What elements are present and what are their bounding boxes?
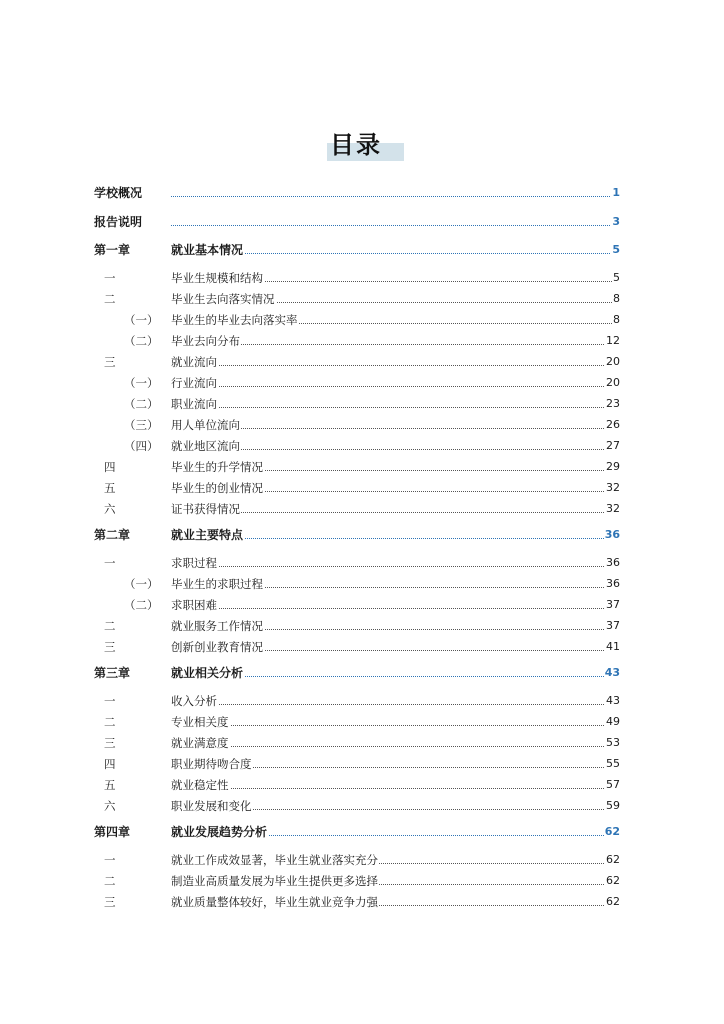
toc-entry-title: 用人单位流向: [171, 415, 241, 435]
toc-entry-number: （一）: [124, 376, 159, 390]
toc-entry-title: 职业期待吻合度: [171, 754, 253, 774]
toc-entry-title: 职业流向: [171, 394, 218, 414]
toc-page-number: 59: [605, 796, 620, 816]
toc-entry-title: 求职过程: [171, 553, 218, 573]
toc-entry[interactable]: [0, 616, 724, 636]
toc-page-number: 26: [605, 415, 620, 435]
toc-entry[interactable]: [0, 457, 724, 477]
toc-entry-number: 五: [104, 778, 116, 792]
toc-dot-leader: [171, 788, 618, 789]
toc-entry[interactable]: [0, 436, 724, 456]
toc-entry-number: 三: [104, 895, 116, 909]
toc-entry[interactable]: [0, 478, 724, 498]
toc-entry-number: 一: [104, 694, 116, 708]
toc-entry-title: 毕业去向分布: [171, 331, 241, 351]
toc-entry-title: 毕业生去向落实情况: [171, 289, 276, 309]
toc-page-number: 53: [605, 733, 620, 753]
toc-entry[interactable]: [0, 499, 724, 519]
toc-entry[interactable]: [0, 850, 724, 870]
toc-entry[interactable]: [0, 240, 724, 260]
toc-dot-leader: [171, 566, 618, 567]
toc-page-number: 43: [605, 691, 620, 711]
toc-entry-title: 就业主要特点: [171, 525, 244, 545]
toc-entry[interactable]: [0, 574, 724, 594]
toc-entry-number: 四: [104, 460, 116, 474]
toc-entry[interactable]: [0, 268, 724, 288]
toc-entry-number: 二: [104, 715, 116, 729]
toc-entry-number: 一: [104, 853, 116, 867]
toc-entry-number: （三）: [124, 418, 159, 432]
toc-entry[interactable]: [0, 775, 724, 795]
toc-page-number: 49: [605, 712, 620, 732]
toc-entry-number: 学校概况: [94, 186, 143, 200]
toc-entry-title: 就业质量整体较好，毕业生就业竞争力强: [171, 892, 379, 912]
toc-entry-title: 毕业生的求职过程: [171, 574, 264, 594]
toc-entry-number: （二）: [124, 598, 159, 612]
toc-entry[interactable]: [0, 373, 724, 393]
toc-page-number: 62: [604, 822, 620, 842]
toc-entry-title: 毕业生的升学情况: [171, 457, 264, 477]
toc-entry[interactable]: [0, 663, 724, 683]
toc-entry-number: 一: [104, 556, 116, 570]
toc-entry-number: 第四章: [94, 825, 131, 839]
toc-page-number: 37: [605, 595, 620, 615]
toc-entry-number: 第二章: [94, 528, 131, 542]
toc-entry-number: （一）: [124, 577, 159, 591]
toc-entry-number: 报告说明: [94, 215, 143, 229]
toc-entry-number: （二）: [124, 334, 159, 348]
toc-entry-title: 职业发展和变化: [171, 796, 253, 816]
toc-page-number: 55: [605, 754, 620, 774]
toc-entry[interactable]: [0, 712, 724, 732]
toc-entry-number: 四: [104, 757, 116, 771]
toc-entry-title: 就业满意度: [171, 733, 230, 753]
toc-entry-title: 就业基本情况: [171, 240, 244, 260]
toc-dot-leader: [171, 386, 618, 387]
toc-entry[interactable]: [0, 212, 724, 232]
toc-entry-title: 就业流向: [171, 352, 218, 372]
toc-entry-number: 三: [104, 355, 116, 369]
toc-entry-number: （四）: [124, 439, 159, 453]
toc-page-number: 62: [605, 892, 620, 912]
toc-entry-number: 第三章: [94, 666, 131, 680]
toc-page-number: 41: [605, 637, 620, 657]
toc-entry[interactable]: [0, 871, 724, 891]
toc-entry[interactable]: [0, 183, 724, 203]
page-title: 目录: [330, 131, 382, 159]
toc-entry-number: 二: [104, 874, 116, 888]
toc-entry-title: 就业发展趋势分析: [171, 822, 268, 842]
toc-entry-title: 毕业生规模和结构: [171, 268, 264, 288]
toc-entry[interactable]: [0, 553, 724, 573]
toc-entry-title: 就业地区流向: [171, 436, 241, 456]
toc-dot-leader: [171, 608, 618, 609]
toc-page-number: 37: [605, 616, 620, 636]
toc-entry[interactable]: [0, 595, 724, 615]
toc-page-number: 23: [605, 394, 620, 414]
toc-page-number: 36: [605, 553, 620, 573]
toc-dot-leader: [171, 225, 618, 226]
toc-entry-number: 五: [104, 481, 116, 495]
toc-entry[interactable]: [0, 733, 724, 753]
toc-dot-leader: [171, 196, 618, 197]
toc-page-number: 32: [605, 478, 620, 498]
toc-entry[interactable]: [0, 352, 724, 372]
toc-entry-number: 三: [104, 736, 116, 750]
toc-page-number: 62: [605, 850, 620, 870]
toc-page-number: 32: [605, 499, 620, 519]
toc-entry-title: 创新创业教育情况: [171, 637, 264, 657]
toc-heading: [0, 130, 724, 164]
toc-page-number: 62: [605, 871, 620, 891]
toc-page-number: 20: [605, 373, 620, 393]
toc-entry-number: 二: [104, 619, 116, 633]
toc-entry-number: 六: [104, 502, 116, 516]
toc-entry-title: 求职困难: [171, 595, 218, 615]
toc-page-number: 27: [605, 436, 620, 456]
toc-entry-title: 就业工作成效显著，毕业生就业落实充分: [171, 850, 379, 870]
toc-entry-number: 第一章: [94, 243, 131, 257]
toc-entry[interactable]: [0, 691, 724, 711]
toc-entry[interactable]: [0, 822, 724, 842]
toc-page-number: 12: [605, 331, 620, 351]
toc-entry-title: 证书获得情况: [171, 499, 241, 519]
toc-page-number: 20: [605, 352, 620, 372]
toc-page-number: 8: [612, 289, 620, 309]
toc-entry-number: 一: [104, 271, 116, 285]
toc-entry-title: 毕业生的创业情况: [171, 478, 264, 498]
toc-dot-leader: [171, 407, 618, 408]
toc-entry[interactable]: [0, 394, 724, 414]
toc-entry-number: 六: [104, 799, 116, 813]
toc-page-number: 57: [605, 775, 620, 795]
toc-page-number: 36: [605, 574, 620, 594]
toc-entry[interactable]: [0, 415, 724, 435]
toc-dot-leader: [171, 725, 618, 726]
toc-entry[interactable]: [0, 754, 724, 774]
toc-entry-title: 就业稳定性: [171, 775, 230, 795]
toc-entry-number: 二: [104, 292, 116, 306]
toc-page-number: 1: [611, 183, 620, 203]
toc-entry-title: 专业相关度: [171, 712, 230, 732]
toc-entry[interactable]: [0, 796, 724, 816]
toc-dot-leader: [171, 704, 618, 705]
toc-entry-number: （一）: [124, 313, 159, 327]
toc-entry-number: 三: [104, 640, 116, 654]
toc-page-number: 3: [611, 212, 620, 232]
toc-entry-number: （二）: [124, 397, 159, 411]
toc-dot-leader: [171, 365, 618, 366]
toc-entry[interactable]: [0, 331, 724, 351]
toc-page-number: 43: [604, 663, 620, 683]
toc-entry[interactable]: [0, 892, 724, 912]
toc-page-number: 5: [612, 268, 620, 288]
toc-entry-title: 毕业生的毕业去向落实率: [171, 310, 299, 330]
toc-page-number: 5: [611, 240, 620, 260]
toc-entry-title: 收入分析: [171, 691, 218, 711]
toc-entry[interactable]: [0, 310, 724, 330]
toc-entry[interactable]: [0, 289, 724, 309]
toc-entry-title: 就业相关分析: [171, 663, 244, 683]
toc-page-number: 29: [605, 457, 620, 477]
toc-entry[interactable]: [0, 637, 724, 657]
toc-dot-leader: [171, 746, 618, 747]
toc-page-number: 8: [612, 310, 620, 330]
toc-entry-title: 就业服务工作情况: [171, 616, 264, 636]
toc-entry-title: 制造业高质量发展为毕业生提供更多选择: [171, 871, 379, 891]
toc-page-number: 36: [604, 525, 620, 545]
toc-entry-title: 行业流向: [171, 373, 218, 393]
toc-entry[interactable]: [0, 525, 724, 545]
